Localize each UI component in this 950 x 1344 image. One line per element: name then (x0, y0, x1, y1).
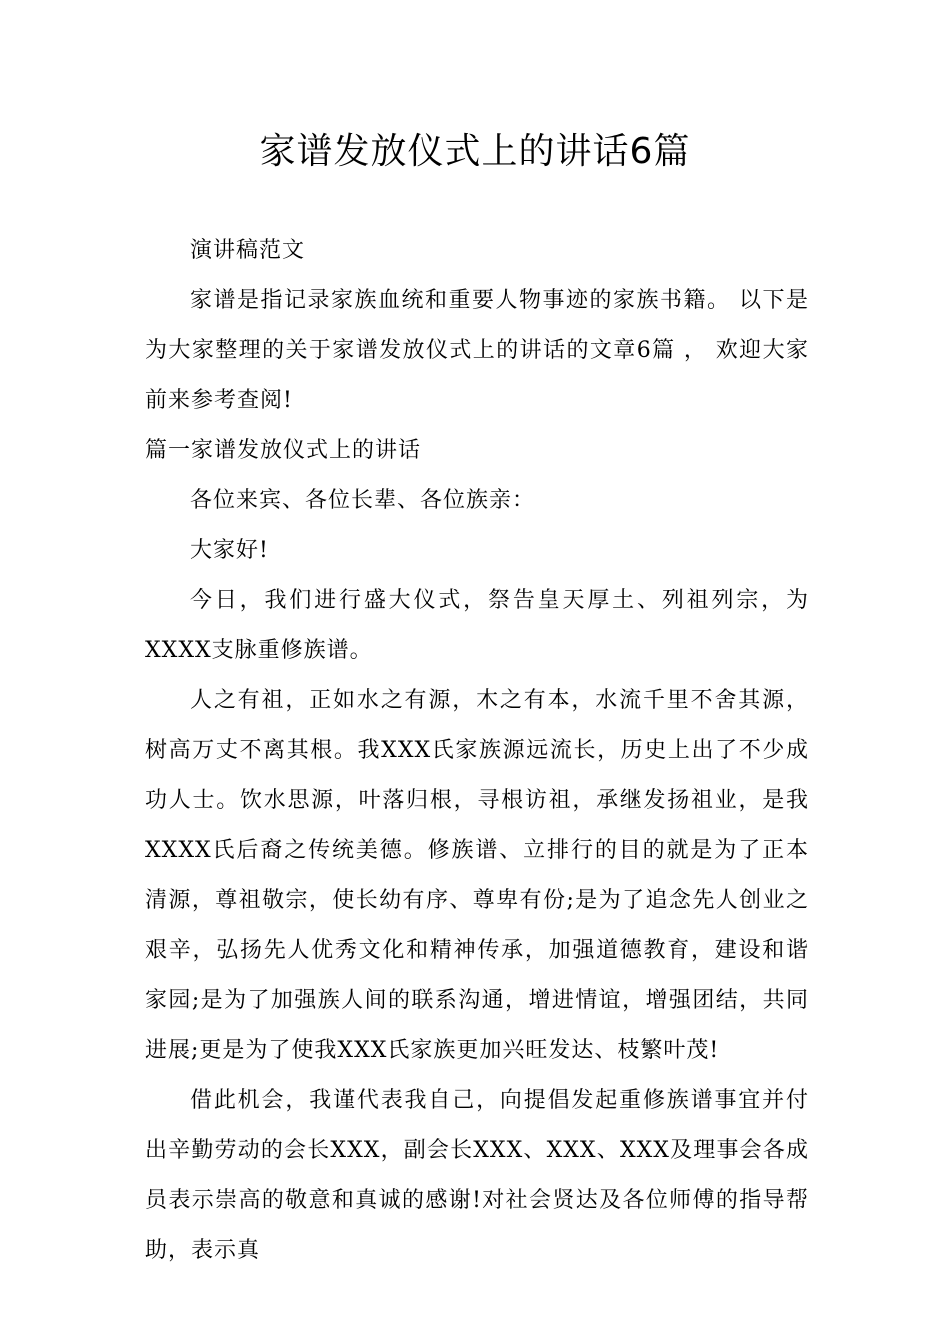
paragraph-category: 演讲稿范文 (190, 238, 306, 263)
paragraph-intro: 家谱是指记录家族血统和重要人物事迹的家族书籍。 以下是为大家整理的关于家谱发放仪式上的讲话的文章6篇 ， 欢迎大家前来参考查阅! (145, 288, 809, 413)
paragraph-thanks: 借此机会，我谨代表我自己，向提倡发起重修族谱事宜并付出辛勤劳动的会长XXX，副会长XXX、XXX、XXX及理事会各成员表示崇高的敬意和真诚的感谢!对社会贤达及各位师傅的指导帮助，表示真 (145, 1088, 809, 1263)
section-heading: 篇一家谱发放仪式上的讲话 (145, 438, 422, 463)
paragraph-ceremony: 今日，我们进行盛大仪式，祭告皇天厚土、列祖列宗，为XXXX支脉重修族谱。 (145, 588, 809, 663)
paragraph-ancestry: 人之有祖，正如水之有源，木之有本，水流千里不舍其源，树高万丈不离其根。我XXX氏家族源远流长，历史上出了不少成功人士。饮水思源，叶落归根，寻根访祖，承继发扬祖业，是我XXXX氏后裔之传统美德。修族谱、立排行的目的就是为了正本清源，尊祖敬宗，使长幼有序、尊卑有份;是为了追念先人创业之艰辛，弘扬先人优秀文化和精神传承，加强道德教育，建设和谐家园;是为了加强族人间的联系沟通，增进情谊，增强团结，共同进展;更是为了使我XXX氏家族更加兴旺发达、枝繁叶茂! (145, 688, 809, 1063)
paragraph-greeting: 大家好! (190, 538, 269, 563)
document-body (145, 226, 809, 1276)
document-title: 家谱发放仪式上的讲话6篇 (259, 131, 691, 172)
paragraph-salutation: 各位来宾、各位长辈、各位族亲： (190, 488, 536, 513)
